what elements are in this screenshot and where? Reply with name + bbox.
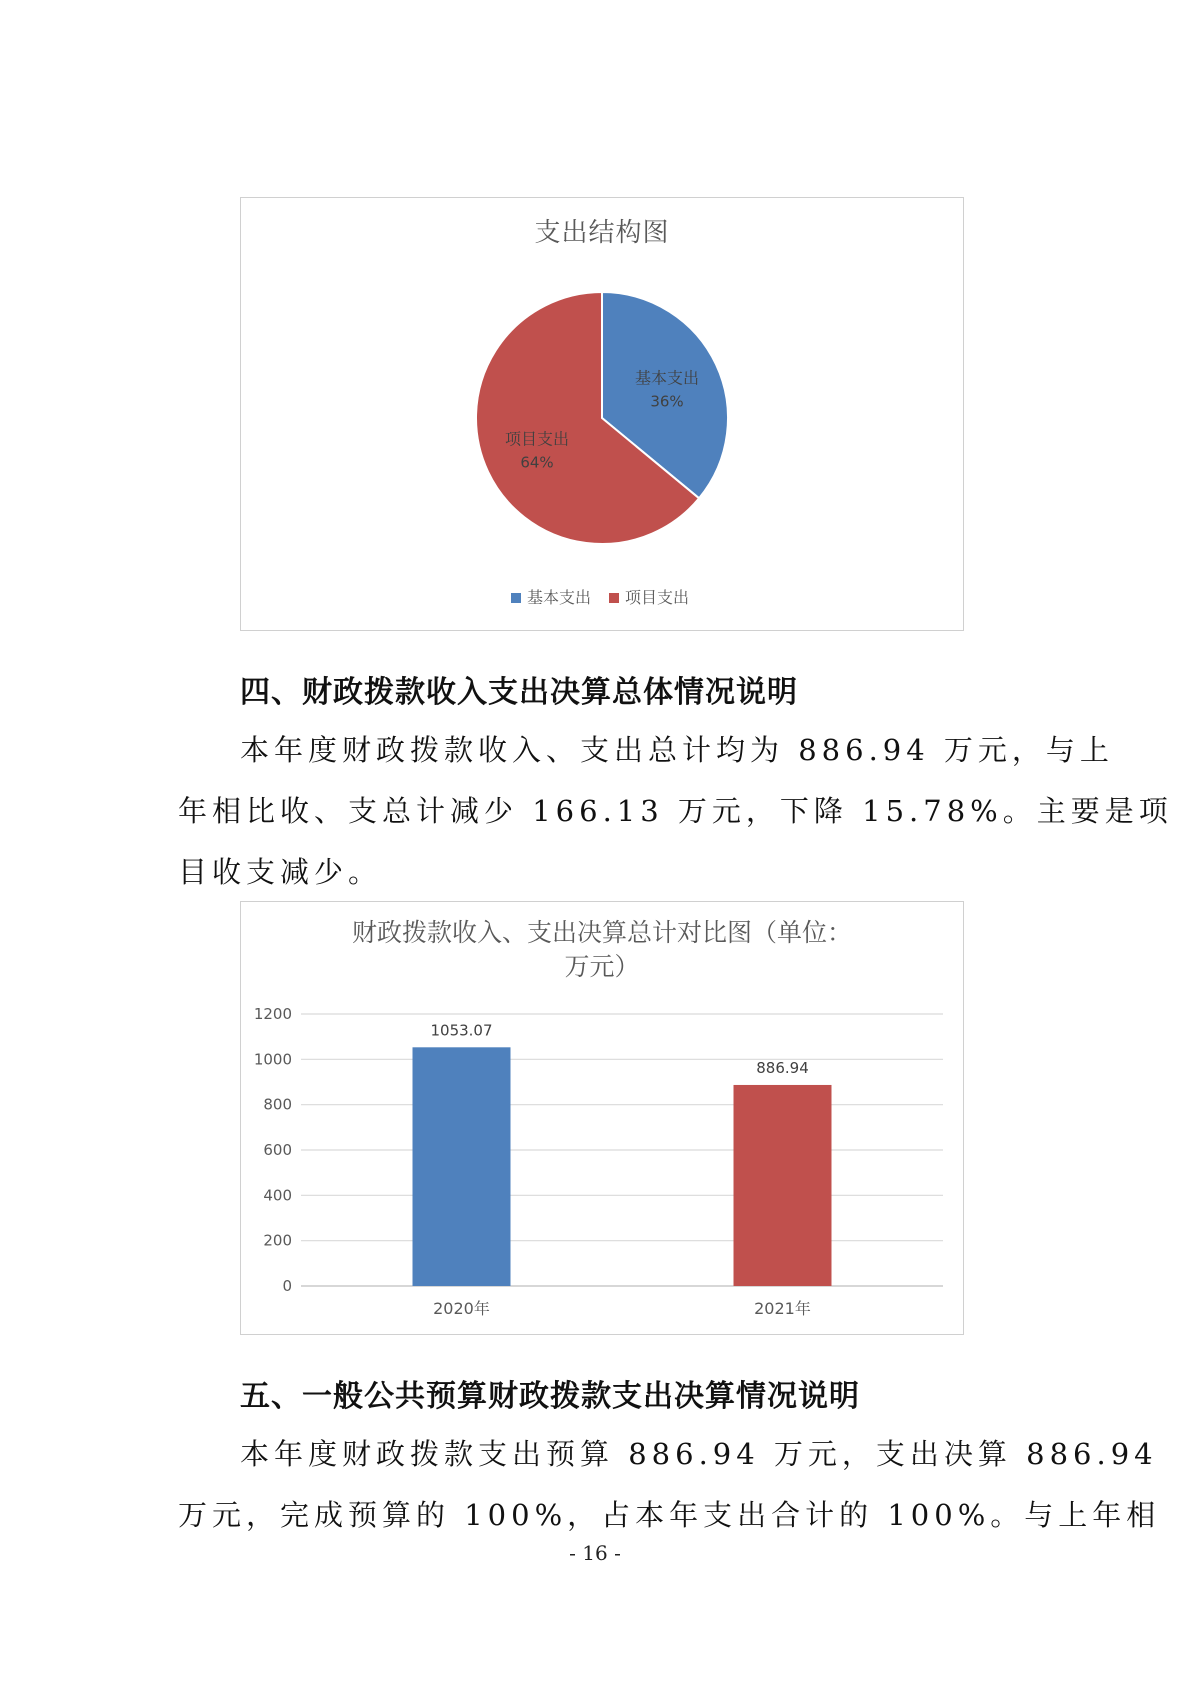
section4-heading: 四、财政拨款收入支出决算总体情况说明 <box>240 675 798 710</box>
pie-chart-svg <box>241 198 963 630</box>
income-expense-comparison-chart <box>240 901 964 1335</box>
pie-chart-title: 支出结构图 <box>534 218 670 248</box>
y-tick-label: 1000 <box>253 1050 292 1069</box>
section5-line-1: 本年度财政拨款支出预算 886.94 万元，支出决算 886.94 <box>240 1437 1158 1471</box>
section4-line-3: 目收支减少。 <box>178 855 383 889</box>
bar-chart-title-line1: 财政拨款收入、支出决算总计对比图（单位： <box>351 918 852 947</box>
section5-line-2: 万元，完成预算的 100%，占本年支出合计的 100%。与上年相 <box>178 1498 1161 1532</box>
y-tick-label: 600 <box>263 1141 292 1159</box>
pie-slice-percent-label: 36% <box>650 392 684 411</box>
bar-data-label: 886.94 <box>756 1058 809 1077</box>
legend-label-project: 项目支出 <box>625 588 690 607</box>
legend-swatch-basic <box>511 593 521 603</box>
legend-swatch-project <box>609 593 619 603</box>
bar-data-label: 1053.07 <box>430 1021 493 1040</box>
y-tick-label: 0 <box>282 1277 292 1295</box>
y-tick-label: 200 <box>263 1231 292 1250</box>
section4-line-2: 年相比收、支总计减少 166.13 万元，下降 15.78%。主要是项 <box>178 794 1173 828</box>
section4-line-1: 本年度财政拨款收入、支出总计均为 886.94 万元，与上 <box>240 733 1114 767</box>
expense-structure-chart <box>240 197 964 631</box>
bar-chart-svg <box>241 902 963 1334</box>
y-tick-label: 400 <box>263 1186 292 1205</box>
bar-2021年 <box>734 1085 832 1286</box>
x-category-label: 2021年 <box>754 1299 811 1318</box>
bar-chart-title-line2: 万元） <box>564 952 640 981</box>
y-tick-label: 800 <box>263 1095 292 1114</box>
page-number: - 16 - <box>569 1541 621 1565</box>
bar-2020年 <box>413 1047 511 1286</box>
pie-slice-name-label: 基本支出 <box>634 368 699 388</box>
x-category-label: 2020年 <box>433 1299 490 1318</box>
pie-slice-percent-label: 64% <box>520 453 554 472</box>
pie-slice-name-label: 项目支出 <box>505 429 570 449</box>
y-tick-label: 1200 <box>253 1005 292 1023</box>
section5-heading: 五、一般公共预算财政拨款支出决算情况说明 <box>240 1379 860 1414</box>
legend-label-basic: 基本支出 <box>527 588 592 607</box>
